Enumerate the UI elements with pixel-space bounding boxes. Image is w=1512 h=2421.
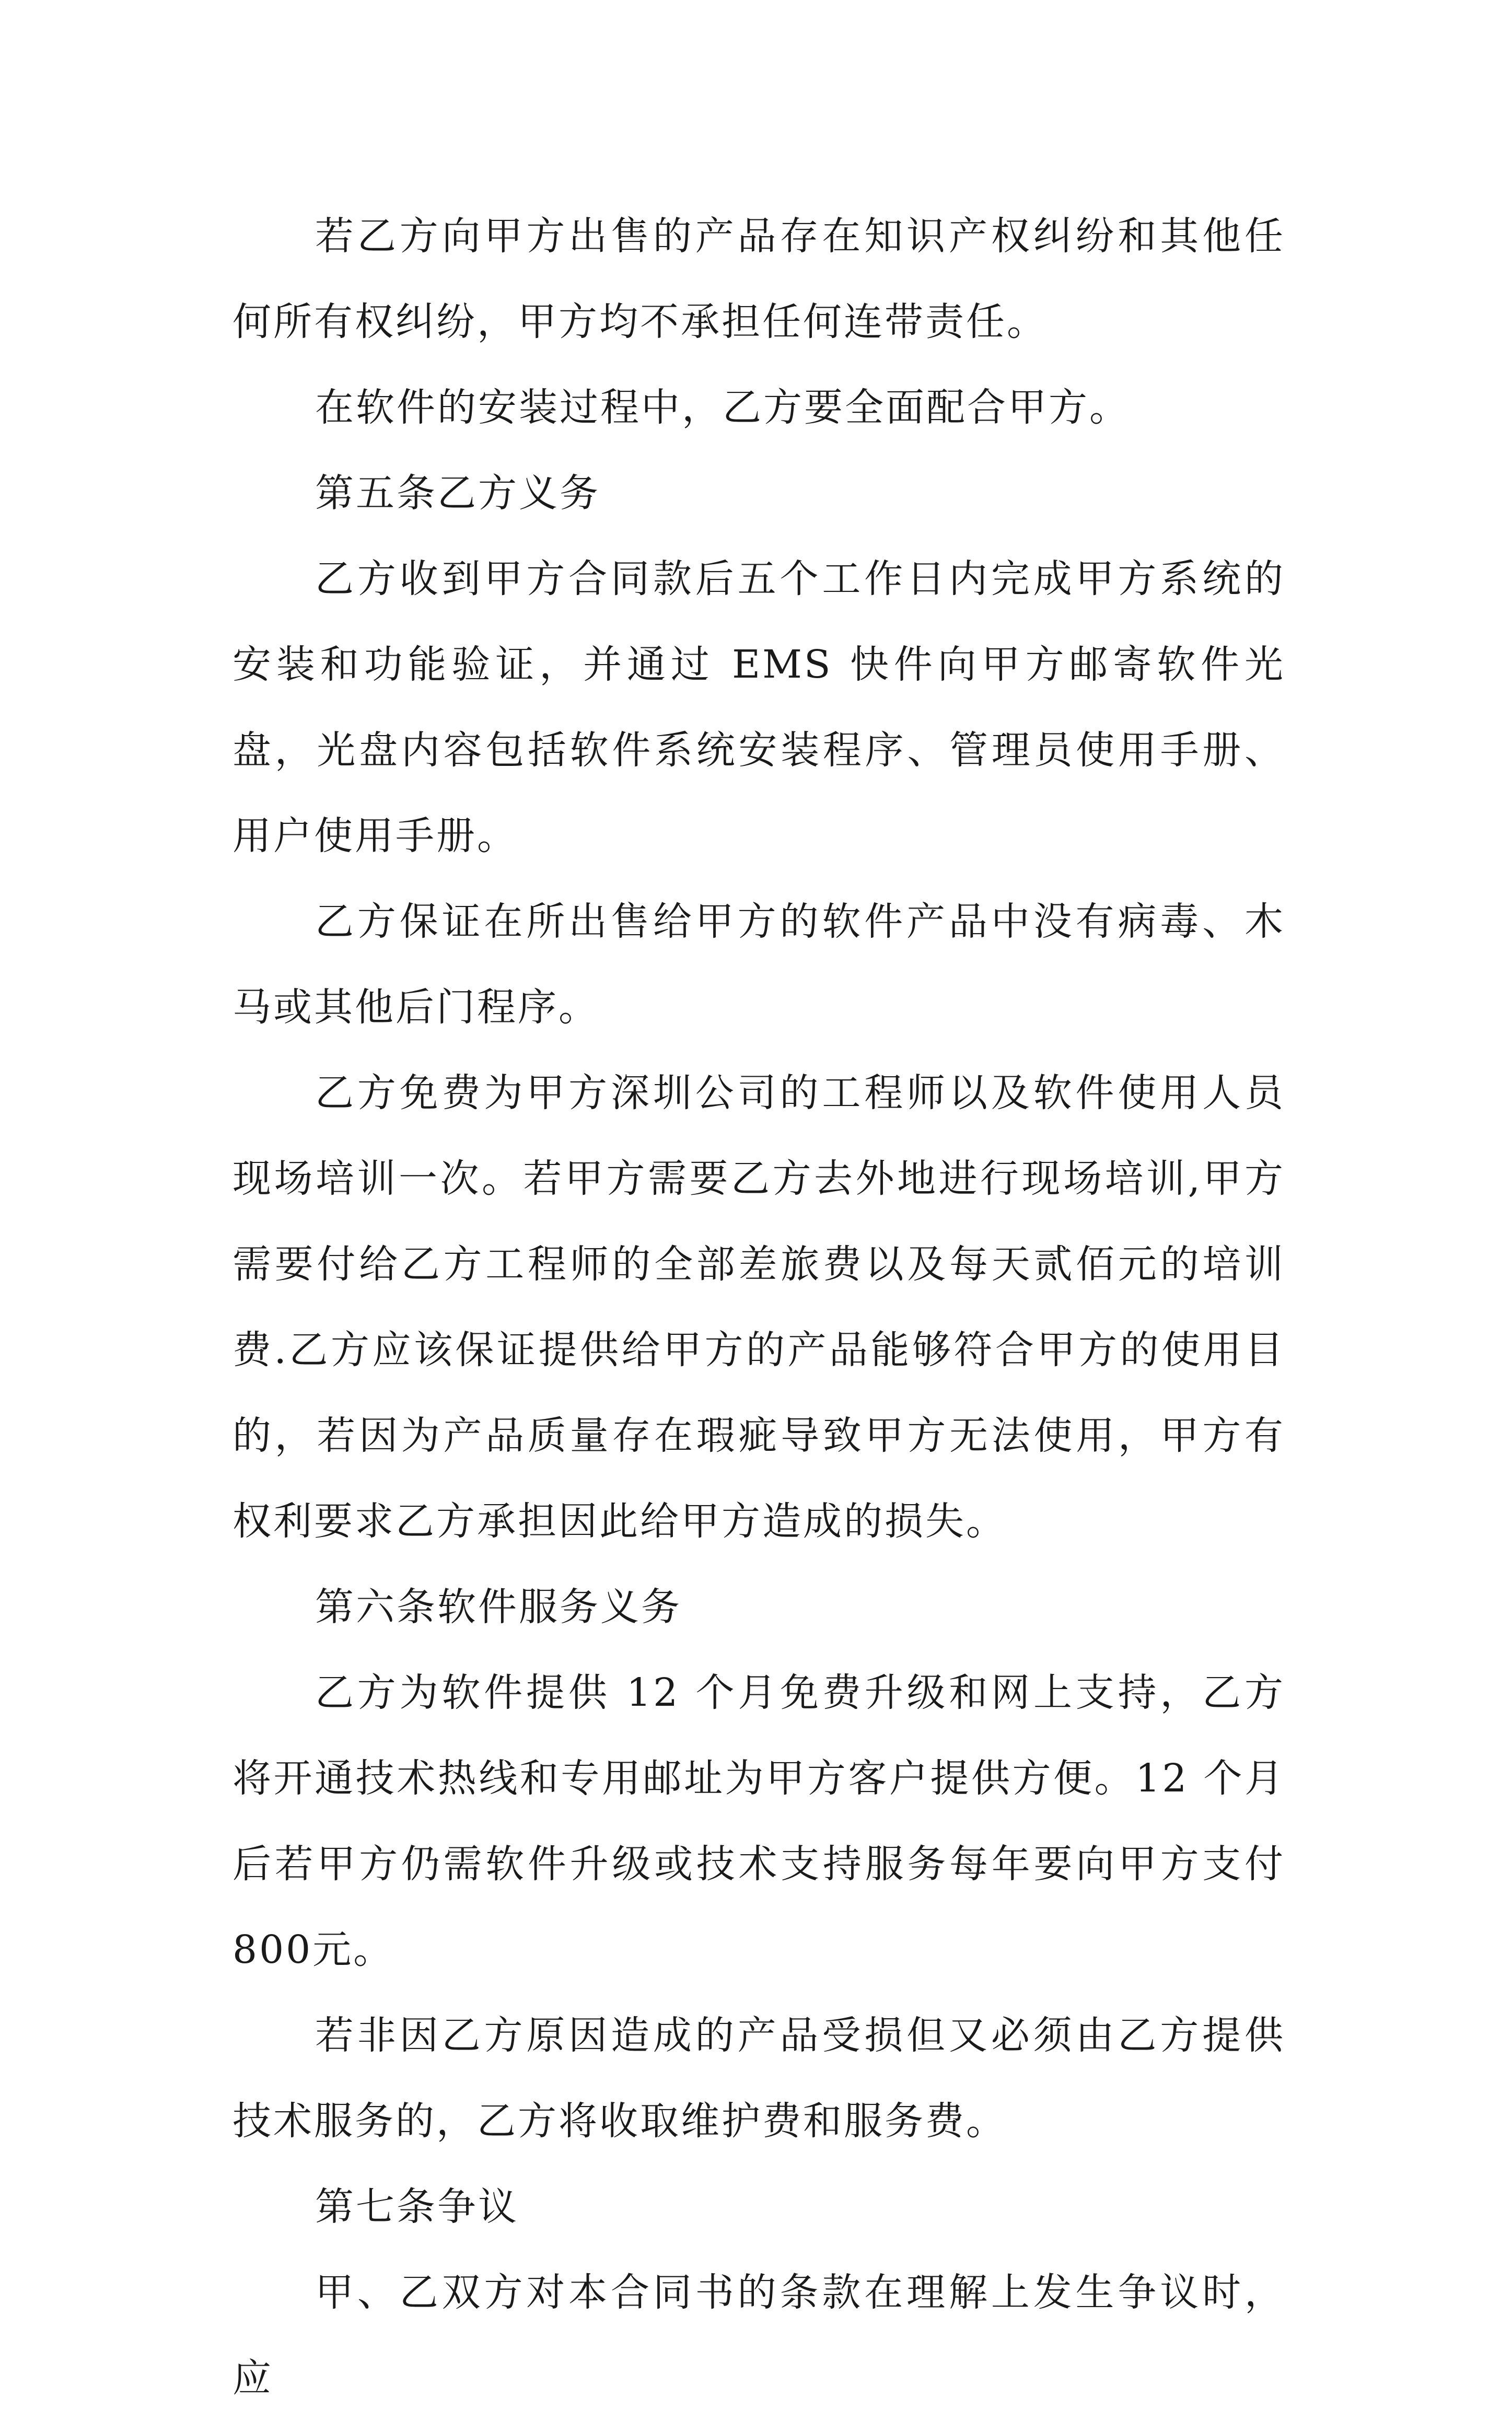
- paragraph-dispute: 甲、乙双方对本合同书的条款在理解上发生争议时，应: [232, 2270, 1285, 2401]
- paragraph-maintenance-fee: 若非因乙方原因造成的产品受损但又必须由乙方提供技术服务的，乙方将收取维护费和服务费。: [232, 2013, 1285, 2144]
- section-heading-article-7: 第七条争议: [315, 2184, 519, 2229]
- section-heading-article-5: 第五条乙方义务: [315, 471, 600, 516]
- paragraph-training: 乙方免费为甲方深圳公司的工程师以及软件使用人员现场培训一次。若甲方需要乙方去外地进行现场培训,甲方需要付给乙方工程师的全部差旅费以及每天贰佰元的培训费.乙方应该保证提供给甲方的产品能够符合甲方的使用目的，若因为产品质量存在瑕疵导致甲方无法使用，甲方有权利要求乙方承担因此给甲方造成的损失。: [232, 1070, 1285, 1544]
- paragraph-installation-cooperation: 在软件的安装过程中，乙方要全面配合甲方。: [315, 385, 1130, 430]
- section-heading-article-6: 第六条软件服务义务: [315, 1585, 682, 1629]
- document-page: [232, 193, 1285, 2421]
- paragraph-ip-disputes: 若乙方向甲方出售的产品存在知识产权纠纷和其他任何所有权纠纷，甲方均不承担任何连带责任。: [232, 214, 1285, 344]
- paragraph-no-malware: 乙方保证在所出售给甲方的软件产品中没有病毒、木马或其他后门程序。: [232, 899, 1285, 1030]
- paragraph-upgrade-support: 乙方为软件提供 12 个月免费升级和网上支持，乙方将开通技术热线和专用邮址为甲方客户提供方便。12 个月后若甲方仍需软件升级或技术支持服务每年要向甲方支付800元。: [232, 1670, 1285, 1972]
- paragraph-installation-delivery: 乙方收到甲方合同款后五个工作日内完成甲方系统的安装和功能验证，并通过 EMS 快件向甲方邮寄软件光盘，光盘内容包括软件系统安装程序、管理员使用手册、用户使用手册。: [232, 556, 1285, 858]
